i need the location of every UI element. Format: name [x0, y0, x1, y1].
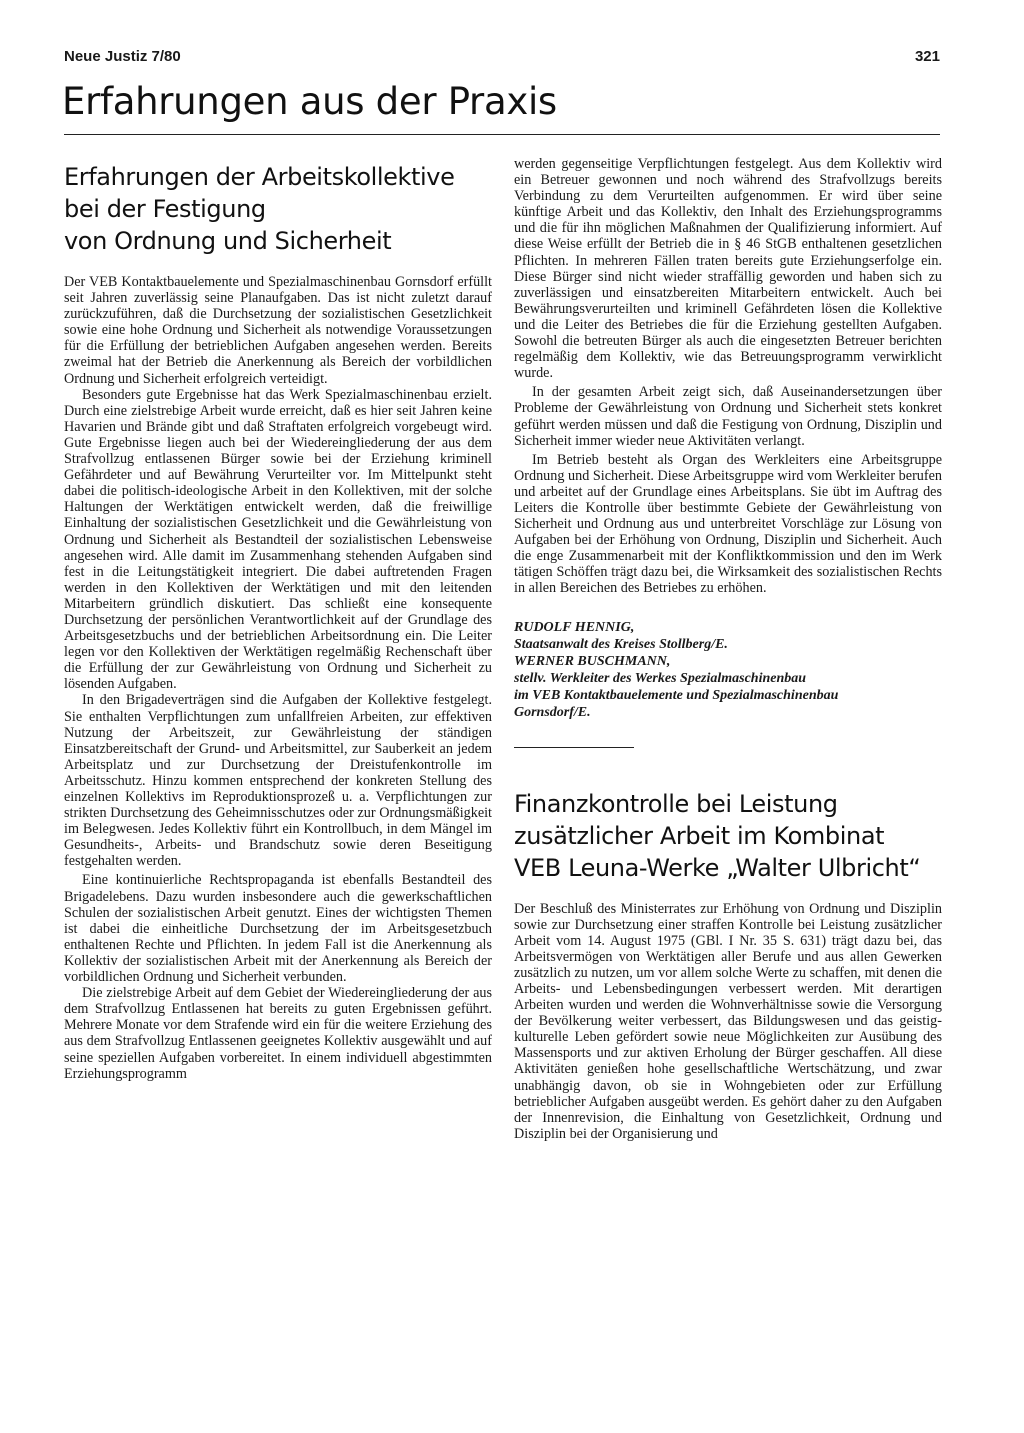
- author-title: stellv. Werkleiter des Werkes Spezialmaschinenbau: [514, 670, 807, 686]
- author-title: im VEB Kontaktbauelemente und Spezialmaschinenbau: [514, 687, 839, 703]
- article2-paragraph: Der Beschluß des Ministerrates zur Erhöhung von Ordnung und Disziplin sowie zur Durchsetzung einer straffen Kontrolle bei Leistung zusätzlicher Arbeit vom 14. August 1975 (GBl. I Nr. 35 S. 631) trägt dazu bei, das Arbeitsvermögen von Werktätigen aller Berufe und aus allen Gewerken zusätzlich zu nutzen, um vor allem solche Werte zu schaffen, mit denen die Arbeits- und Lebensbedingungen verbessert werden. Mit derartigen Arbeiten wurden und werden die Wohnverhältnisse sowie die Versorgung der Bevölkerung weiter verbessert, das Bildungswesen und das geistig-kulturelle Leben gefördert sowie neue Möglichkeiten zur Ausübung des Massensports und zur aktiven Erholung der Bürger geschaffen. All diese Aktivitäten genießen hohe gesellschaftliche Wertschätzung, und zwar unabhängig davon, ob sie in Wohngebieten oder zur Erfüllung betrieblicher Aufgaben ausgeübt werden. Es gehört daher zu den Aufgaben der Innenrevision, die Einhaltung von Gesetzlichkeit, Ordnung und Disziplin bei der Organisierung und: [514, 900, 942, 1142]
- section-rule: [64, 134, 940, 135]
- article2-title-line: Finanzkontrolle bei Leistung: [514, 789, 838, 818]
- article1-paragraph: Der VEB Kontaktbauelemente und Spezialmaschinenbau Gornsdorf erfüllt seit Jahren zuverlässig seine Planaufgaben. Das ist nicht zuletzt darauf zurückzuführen, daß die Durchsetzung der sozialistischen Gesetzlichkeit sowie eine hohe Ordnung und Sicherheit als notwendige Voraussetzungen für die Erfüllung der betrieblichen Aufgaben angesehen werden. Bereits zweimal hat der Betrieb die Anerkennung als Bereich der vorbildlichen Ordnung und Sicherheit erfolgreich verteidigt.: [64, 274, 492, 387]
- article1-title-line: von Ordnung und Sicherheit: [64, 227, 392, 255]
- article1-paragraph: In der gesamten Arbeit zeigt sich, daß Auseinandersetzungen über Probleme der Gewährleistung von Ordnung und Sicherheit stets konkret geführt werden müssen und daß die Festigung von Ordnung, Disziplin und Sicherheit immer wieder neue Aktivitäten verlangt.: [514, 384, 942, 449]
- article1-title: [64, 161, 492, 257]
- page-number: 321: [914, 48, 940, 65]
- column-right: [514, 156, 942, 1142]
- article1-title-line: Erfahrungen der Arbeitskollektive: [64, 163, 455, 191]
- article1-paragraph: Eine kontinuierliche Rechtspropaganda ist ebenfalls Bestandteil des Brigadelebens. Dazu wurden insbesondere auch die gewerkschaftlichen Schulen der sozialistischen Arbeit genutzt. Eines der wichtigsten Themen ist dabei die einheitliche Durchsetzung der im Arbeitsgesetzbuch enthaltenen Rechte und Pflichten. In jedem Fall ist die Anerkennung als Kollektiv der sozialistischen Arbeit mit der Anerkennung als Bereich der vorbildlichen Ordnung und Sicherheit verbunden.: [64, 872, 492, 986]
- article2-title-line: VEB Leuna-Werke „Walter Ulbricht“: [514, 853, 921, 882]
- article2-title-line: zusätzlicher Arbeit im Kombinat: [514, 821, 885, 850]
- author-title: Staatsanwalt des Kreises Stollberg/E.: [514, 636, 728, 652]
- author-name: WERNER BUSCHMANN,: [514, 653, 671, 669]
- article2: [514, 788, 942, 1142]
- article1-paragraph: werden gegenseitige Verpflichtungen festgelegt. Aus dem Kollektiv wird ein Betreuer gewonnen und noch während des Strafvollzugs bereits Verbindung zu dem Verurteilten aufgenommen. Er wird über seine künftige Arbeit und das Kollektiv, den Inhalt des Erziehungsprogramms und die für ihn möglichen Maßnahmen der Qualifizierung informiert. Auf diese Weise erfüllt der Betrieb die in § 46 StGB enthaltenen gesetzlichen Pflichten. In mehreren Fällen traten bereits gute Erziehungserfolge ein. Diese Bürger sind nicht wieder straffällig geworden und haben sich zu zuverlässigen und einsatzbereiten Mitarbeitern entwickelt. Auch bei Bewährungsverurteilten und kriminell Gefährdeten lösen die Kollektive und die Leiter des Betriebes die für die Erziehung gestellten Aufgaben. Sowohl die betreuten Bürger als auch die eingesetzten Betreuer berichten regelmäßig dem Kollektiv, wie das Betreuungsprogramm verwirklicht wurde.: [514, 156, 942, 382]
- author-name: RUDOLF HENNIG,: [514, 619, 635, 635]
- author-title: Gornsdorf/E.: [514, 704, 591, 720]
- article-separator-rule: [514, 747, 634, 748]
- journal-name: Neue Justiz 7/80: [64, 48, 181, 65]
- article1-signature: [514, 619, 942, 721]
- article2-title: [514, 788, 942, 884]
- section-title: Erfahrungen aus der Praxis: [62, 80, 557, 123]
- article1-paragraph: Die zielstrebige Arbeit auf dem Gebiet der Wiedereingliederung der aus dem Strafvollzug Entlassenen hat bereits zu guten Ergebnissen geführt. Mehrere Monate vor dem Strafende wird ein für die weitere Erziehung des aus dem Strafvollzug Entlassenen geeignetes Kollektiv ausgewählt und auf seine speziellen Aufgaben vorbereitet. In einem individuell abgestimmten Erziehungsprogramm: [64, 985, 492, 1082]
- article1-paragraph: In den Brigadeverträgen sind die Aufgaben der Kollektive festgelegt. Sie enthalten Verpflichtungen zum unfallfreien Arbeiten, zur effektiven Nutzung der Arbeitszeit, zur Gewährleistung der ständigen Einsatzbereitschaft der Grund- und Arbeitsmittel, zur Sauberkeit an jedem Arbeitsplatz und zur Durchsetzung der Dreistufenkontrolle im Arbeitsschutz. Hinzu kommen entsprechend der konkreten Stellung des einzelnen Kollektivs im Reproduktionsprozeß u. a. Verpflichtungen zur strikten Durchsetzung des Geheimnisschutzes oder zur Ordnungsmäßigkeit im Belegwesen. Jedes Kollektiv führt ein Kontrollbuch, in dem Mängel im Gesundheits-, Arbeits- und Brandschutz sowie deren Beseitigung festgehalten werden.: [64, 692, 492, 870]
- article1-paragraph: Im Betrieb besteht als Organ des Werkleiters eine Arbeitsgruppe Ordnung und Sicherheit. Diese Arbeitsgruppe wird vom Werkleiter berufen und arbeitet auf der Grundlage eines Arbeitsplans. Sie übt im Auftrag des Leiters die Kontrolle über bestimmte Gebiete der Gewährleistung von Sicherheit und Ordnung aus und unterbreitet Vorschläge zur Lösung von Aufgaben bei der Erhöhung von Ordnung, Disziplin und Sicherheit. Auch die enge Zusammenarbeit mit der Konfliktkommission und den im Werk tätigen Schöffen trägt dazu bei, die Wirksamkeit des sozialistischen Rechts in allen Bereichen des Betriebes zu erhöhen.: [514, 451, 942, 597]
- article1-title-line: bei der Festigung: [64, 195, 266, 223]
- column-left: [64, 155, 492, 1082]
- article1-paragraph: Besonders gute Ergebnisse hat das Werk Spezialmaschinenbau erzielt. Durch eine zielstrebige Arbeit wurde erreicht, daß es hier seit Jahren keine Havarien und Brände gibt und daß Straftaten erfolgreich vorgebeugt wird. Gute Ergebnisse liegen auch bei der Wiedereingliederung der aus dem Strafvollzug entlassenen Bürger sowie bei der Erziehung kriminell Gefährdeter und auf Bewährung Verurteilter vor. Im Mittelpunkt steht dabei die politisch-ideologische Arbeit in den Kollektiven, mit der solche Haltungen der Werktätigen entwickelt werden, daß die freiwillige Einhaltung der sozialistischen Gesetzlichkeit und die Gewährleistung von Ordnung und Sicherheit als Bestandteil der sozialistischen Lebensweise angesehen wird. Alle damit im Zusammenhang stehenden Aufgaben sind fest in die Leitungstätigkeit integriert. Die dabei auftretenden Fragen werden in den Kollektiven der Werktätigen und mit den leitenden Mitarbeitern gründlich diskutiert. Das schließt eine konsequente Durchsetzung der persönlichen Verantwortlichkeit auf der Grundlage des Arbeitsgesetzbuchs und der betrieblichen Arbeitsordnung ein. Die Leiter legen vor den Kollektiven der Werktätigen regelmäßig Rechenschaft über die Erfüllung der zur Gewährleistung von Ordnung und Sicherheit zu lösenden Aufgaben.: [64, 386, 492, 693]
- running-head: [64, 48, 940, 70]
